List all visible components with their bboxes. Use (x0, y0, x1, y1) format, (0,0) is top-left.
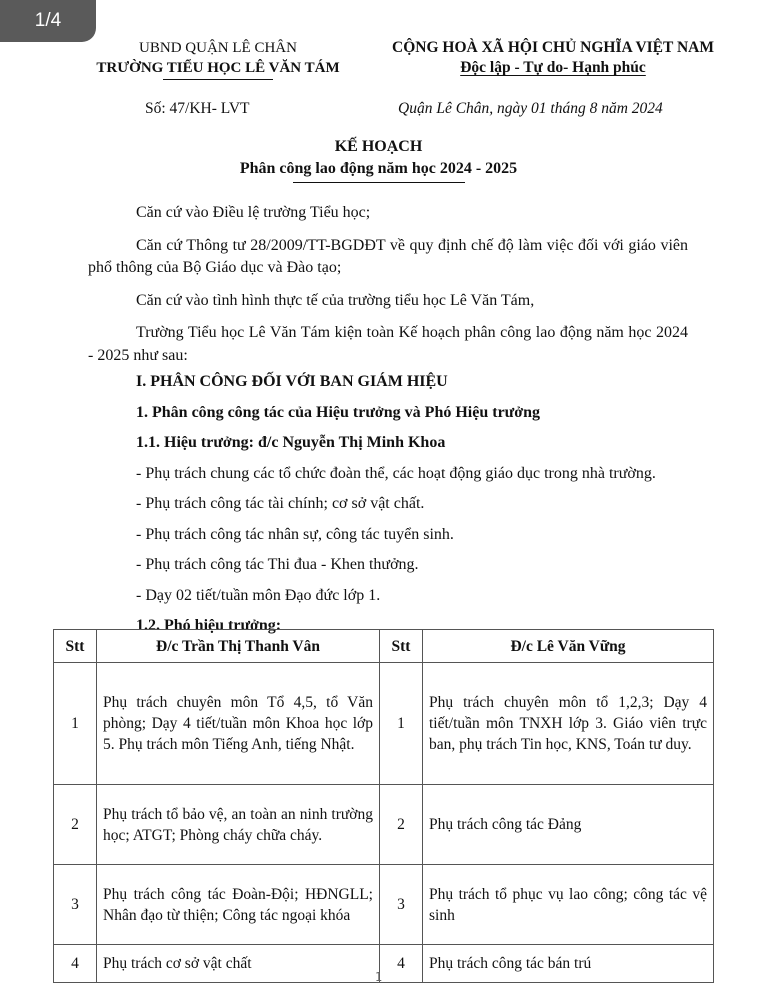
row-number: 4 (54, 945, 97, 983)
table-row (54, 663, 714, 785)
duty-item: - Dạy 02 tiết/tuần môn Đạo đức lớp 1. (136, 586, 381, 604)
col-header-stt: Stt (380, 630, 423, 663)
col-header-vung: Đ/c Lê Văn Vững (423, 630, 714, 663)
duty-cell: Phụ trách tổ bảo vệ, an toàn an ninh trường học; ATGT; Phòng cháy chữa cháy. (97, 785, 380, 865)
principal-heading: 1.1. Hiệu trưởng: đ/c Nguyễn Thị Minh Khoa (136, 434, 446, 451)
subsection-heading: 1. Phân công công tác của Hiệu trưởng và Phó Hiệu trưởng (136, 403, 541, 421)
section-heading: I. PHÂN CÔNG ĐỐI VỚI BAN GIÁM HIỆU (136, 373, 448, 390)
org-line-school: TRƯỜNG TIỂU HỌC LÊ VĂN TÁM (96, 60, 340, 76)
table-row (54, 785, 714, 865)
duty-cell: Phụ trách chuyên môn Tổ 4,5, tổ Văn phòng; Dạy 4 tiết/tuần môn Khoa học lớp 5. Phụ trách môn Tiếng Anh, tiếng Nhật. (97, 663, 380, 785)
title-rule (293, 182, 465, 183)
duty-item: - Phụ trách công tác tài chính; cơ sở vật chất. (136, 495, 425, 512)
document-date: Quận Lê Chân, ngày 01 tháng 8 năm 2024 (398, 100, 663, 117)
org-header-rule (163, 79, 273, 80)
page-indicator-badge: 1/4 (0, 0, 96, 42)
row-number: 2 (380, 785, 423, 865)
row-number: 3 (380, 865, 423, 945)
paragraph: Căn cứ vào Điều lệ trường Tiểu học; (136, 204, 371, 221)
row-number: 3 (54, 865, 97, 945)
row-number: 1 (380, 663, 423, 785)
duty-item: - Phụ trách chung các tổ chức đoàn thể, các hoạt động giáo dục trong nhà trường. (136, 464, 656, 482)
paragraph: Căn cứ vào tình hình thực tế của trường tiểu học Lê Văn Tám, (136, 291, 535, 309)
col-header-stt: Stt (54, 630, 97, 663)
row-number: 4 (380, 945, 423, 983)
row-number: 2 (54, 785, 97, 865)
vice-principal-assignment-table (53, 629, 714, 983)
duty-cell: Phụ trách công tác Đảng (423, 785, 714, 865)
duty-cell: Phụ trách tổ phục vụ lao công; công tác vệ sinh (423, 865, 714, 945)
paragraph: Trường Tiểu học Lê Văn Tám kiện toàn Kế hoạch phân công lao động năm học 2024 - 2025 như sau: (88, 324, 688, 364)
national-title: CỘNG HOÀ XÃ HỘI CHỦ NGHĨA VIỆT NAM (392, 39, 714, 56)
national-header (368, 38, 738, 78)
document-number: Số: 47/KH- LVT (145, 100, 250, 117)
duty-cell: Phụ trách chuyên môn tổ 1,2,3; Dạy 4 tiết/tuần môn TNXH lớp 3. Giáo viên trực ban, phụ trách Tin học, KNS, Toán tư duy. (423, 663, 714, 785)
table-header-row (54, 630, 714, 663)
page-number-footer: 1 (374, 970, 383, 984)
title-line-2: Phân công lao động năm học 2024 - 2025 (239, 160, 518, 177)
org-header (68, 38, 368, 80)
national-motto: Độc lập - Tự do- Hạnh phúc (460, 59, 646, 76)
vice-principal-heading: 1.2. Phó hiệu trưởng: (136, 617, 282, 634)
document-body (88, 202, 688, 646)
duty-item: - Phụ trách công tác Thi đua - Khen thưởng. (136, 556, 419, 573)
duty-cell: Phụ trách công tác Đoàn-Đội; HĐNGLL; Nhân đạo từ thiện; Công tác ngoại khóa (97, 865, 380, 945)
document-title (0, 136, 757, 183)
title-line-1: KẾ HOẠCH (334, 138, 423, 155)
paragraph: Căn cứ Thông tư 28/2009/TT-BGDĐT về quy định chế độ làm việc đối với giáo viên phổ thông của Bộ Giáo dục và Đào tạo; (88, 236, 688, 276)
table-row (54, 865, 714, 945)
duty-item: - Phụ trách công tác nhân sự, công tác tuyển sinh. (136, 525, 454, 543)
duty-cell: Phụ trách công tác bán trú (423, 945, 714, 983)
row-number: 1 (54, 663, 97, 785)
duty-cell: Phụ trách cơ sở vật chất (97, 945, 380, 983)
org-line-district: UBND QUẬN LÊ CHÂN (139, 40, 297, 56)
col-header-van: Đ/c Trần Thị Thanh Vân (97, 630, 380, 663)
